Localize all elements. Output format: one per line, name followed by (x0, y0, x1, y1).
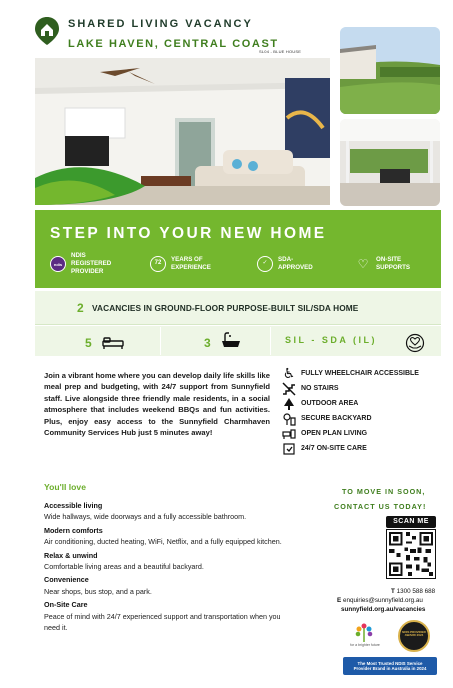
contact-website[interactable]: sunnyfield.org.au/vacancies (341, 606, 426, 613)
love-list (44, 500, 294, 636)
cta-line1: TO MOVE IN SOON, (342, 487, 426, 496)
description: Join a vibrant home where you can develop daily life skills like meal prep and budgeting, with 24/7 support from Sunnyfield staff. Live alongside three friendly male residents, in a social atmosphere that includes weekend BBQs and fun activities. Plus, enjoy easy access to the Sunnyfield Charmhaven Community Services Hub just 5 minutes away! (44, 371, 270, 437)
contact-phone[interactable]: T 1300 588 688 (391, 588, 436, 595)
contact-email[interactable]: E enquiries@sunnyfield.org.au (337, 597, 423, 604)
bath-icon (220, 332, 242, 350)
house-code: SL04 - BLUE HOUSE (259, 49, 302, 54)
exterior-photo (340, 27, 440, 114)
amenities-list (281, 366, 419, 456)
secure-backyard-icon (281, 412, 297, 426)
location-title: LAKE HAVEN, CENTRAL COAST (68, 38, 279, 50)
love-text: Peace of mind with 24/7 experienced support and transportation when you need it. (44, 611, 281, 633)
care-hands-icon (405, 333, 425, 353)
vacancy-count: 2 (77, 301, 84, 315)
outdoor-area-icon (281, 397, 297, 411)
amenity-item: ♿ FULLY WHEELCHAIR ACCESSIBLE (282, 365, 419, 381)
love-heading: Modern comforts (44, 525, 103, 535)
patio-photo (340, 119, 440, 206)
bedroom-count: 5 (85, 336, 92, 350)
bed-icon (102, 337, 124, 349)
wheelchair-icon: ♿ (282, 365, 296, 381)
love-text: Near shops, bus stop, and a park. (44, 586, 152, 596)
love-text: Wide hallways, wide doorways and a fully accessible bathroom. (44, 512, 247, 522)
love-heading: Accessible living (44, 501, 103, 510)
amenity-item: 24/7 ON-SITE CARE (281, 441, 419, 456)
brand-tagline: for a brighter future (350, 643, 380, 647)
heart-hands-icon: ♡ (357, 256, 369, 271)
green-banner (35, 210, 441, 288)
home-pin-logo-icon (34, 16, 60, 46)
feature-onsite: ♡ ON-SITE SUPPORTS (355, 253, 410, 275)
feature-experience: 72 YEARS OF EXPERIENCE (150, 253, 211, 275)
love-heading: Convenience (44, 575, 89, 585)
feature-sda: ✓ SDA- APPROVED (257, 253, 313, 275)
ndis-badge-icon: ndis (50, 256, 66, 272)
scan-me-label: SCAN ME (386, 516, 436, 528)
love-heading: On-Site Care (44, 600, 88, 610)
page-title: SHARED LIVING VACANCY (68, 18, 253, 30)
living-room-photo (35, 58, 330, 205)
care-icon (281, 442, 297, 456)
vacancy-text: VACANCIES IN GROUND-FLOOR PURPOSE-BUILT SIL/SDA HOME (92, 303, 359, 313)
no-stairs-icon (281, 382, 297, 396)
seventy-two-badge-icon: 72 (150, 256, 166, 272)
qr-code[interactable] (386, 529, 436, 579)
amenity-item: SECURE BACKYARD (281, 411, 419, 426)
banner-heading: STEP INTO YOUR NEW HOME (50, 225, 327, 242)
feature-ndis: ndis NDIS REGISTERED PROVIDER (50, 253, 111, 275)
amenity-item: OPEN PLAN LIVING (281, 426, 419, 441)
divider (270, 327, 271, 355)
check-circle-icon: ✓ (257, 256, 273, 272)
love-title: You'll love (44, 482, 86, 492)
love-text: Comfortable living areas and a beautiful backyard. (44, 562, 204, 572)
cta-line2: CONTACT US TODAY! (334, 502, 427, 511)
category-label: SIL - SDA (IL) (285, 335, 377, 345)
trust-banner: The Most Trusted NDIS Service Provider Brand in Australia in 2024 (343, 657, 437, 675)
open-plan-icon (281, 427, 297, 441)
amenity-item: NO STAIRS (281, 381, 419, 396)
award-text: NDIS PROVIDER AWARD 2024 (402, 630, 426, 638)
love-heading: Relax & unwind (44, 550, 98, 560)
bathroom-count: 3 (204, 336, 211, 350)
amenity-item: OUTDOOR AREA (281, 396, 419, 411)
love-text: Air conditioning, ducted heating, WiFi, Netflix, and a fully equipped kitchen. (44, 537, 282, 547)
divider (160, 327, 161, 355)
